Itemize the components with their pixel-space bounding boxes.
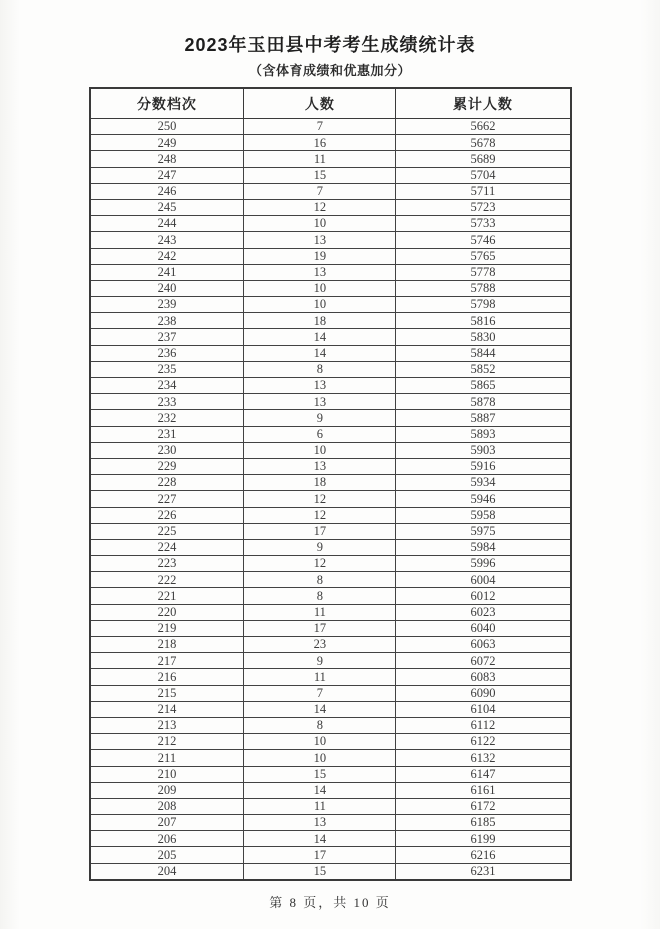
cumulative-count-cell: 6231 xyxy=(396,863,571,880)
count-cell: 12 xyxy=(244,199,396,215)
table-row xyxy=(90,248,571,264)
cumulative-count-cell: 6012 xyxy=(396,588,571,604)
score-level-cell: 237 xyxy=(90,329,244,345)
count-cell: 15 xyxy=(244,167,396,183)
score-level-cell: 214 xyxy=(90,701,244,717)
count-cell: 11 xyxy=(244,669,396,685)
table-row xyxy=(90,831,571,847)
table-row xyxy=(90,410,571,426)
cumulative-count-cell: 6112 xyxy=(396,717,571,733)
cumulative-count-cell: 6122 xyxy=(396,734,571,750)
cumulative-count-cell: 5958 xyxy=(396,507,571,523)
score-level-cell: 246 xyxy=(90,183,244,199)
count-cell: 10 xyxy=(244,734,396,750)
score-level-cell: 243 xyxy=(90,232,244,248)
cumulative-count-cell: 5865 xyxy=(396,378,571,394)
score-level-cell: 229 xyxy=(90,458,244,474)
count-cell: 12 xyxy=(244,556,396,572)
score-level-cell: 247 xyxy=(90,167,244,183)
cumulative-count-cell: 5689 xyxy=(396,151,571,167)
cumulative-count-cell: 5852 xyxy=(396,361,571,377)
count-cell: 13 xyxy=(244,394,396,410)
page-footer: 第 8 页，共 10 页 xyxy=(269,895,391,910)
table-row xyxy=(90,167,571,183)
score-level-cell: 248 xyxy=(90,151,244,167)
count-cell: 10 xyxy=(244,750,396,766)
count-cell: 7 xyxy=(244,183,396,199)
count-cell: 17 xyxy=(244,847,396,863)
table-row xyxy=(90,280,571,296)
table-row xyxy=(90,539,571,555)
count-cell: 16 xyxy=(244,135,396,151)
cumulative-count-cell: 5893 xyxy=(396,426,571,442)
table-body xyxy=(90,119,571,880)
table-row xyxy=(90,297,571,313)
count-cell: 13 xyxy=(244,232,396,248)
cumulative-count-cell: 5723 xyxy=(396,199,571,215)
cumulative-count-cell: 6090 xyxy=(396,685,571,701)
score-level-cell: 242 xyxy=(90,248,244,264)
count-cell: 10 xyxy=(244,442,396,458)
count-cell: 12 xyxy=(244,507,396,523)
cumulative-count-cell: 5887 xyxy=(396,410,571,426)
count-cell: 23 xyxy=(244,637,396,653)
cumulative-count-cell: 5816 xyxy=(396,313,571,329)
score-level-cell: 225 xyxy=(90,523,244,539)
cumulative-count-cell: 5878 xyxy=(396,394,571,410)
count-cell: 18 xyxy=(244,475,396,491)
table-row xyxy=(90,442,571,458)
score-level-cell: 219 xyxy=(90,620,244,636)
count-cell: 6 xyxy=(244,426,396,442)
count-cell: 8 xyxy=(244,717,396,733)
table-row xyxy=(90,556,571,572)
cumulative-count-cell: 6216 xyxy=(396,847,571,863)
table-row xyxy=(90,345,571,361)
score-level-cell: 241 xyxy=(90,264,244,280)
score-level-cell: 228 xyxy=(90,475,244,491)
count-cell: 9 xyxy=(244,539,396,555)
table-row xyxy=(90,685,571,701)
count-cell: 19 xyxy=(244,248,396,264)
cumulative-count-cell: 6172 xyxy=(396,798,571,814)
table-row xyxy=(90,604,571,620)
count-cell: 12 xyxy=(244,491,396,507)
count-cell: 13 xyxy=(244,458,396,474)
count-cell: 14 xyxy=(244,782,396,798)
cumulative-count-cell: 6104 xyxy=(396,701,571,717)
table-row xyxy=(90,863,571,880)
score-level-cell: 205 xyxy=(90,847,244,863)
score-level-cell: 208 xyxy=(90,798,244,814)
cumulative-count-cell: 6132 xyxy=(396,750,571,766)
count-cell: 14 xyxy=(244,345,396,361)
count-cell: 10 xyxy=(244,280,396,296)
cumulative-count-cell: 5704 xyxy=(396,167,571,183)
cumulative-count-cell: 6147 xyxy=(396,766,571,782)
cumulative-count-cell: 6072 xyxy=(396,653,571,669)
score-level-cell: 244 xyxy=(90,216,244,232)
score-level-cell: 206 xyxy=(90,831,244,847)
score-level-cell: 245 xyxy=(90,199,244,215)
table-row xyxy=(90,394,571,410)
count-cell: 8 xyxy=(244,361,396,377)
cumulative-count-cell: 5778 xyxy=(396,264,571,280)
table-row xyxy=(90,782,571,798)
count-cell: 14 xyxy=(244,701,396,717)
cumulative-count-cell: 5903 xyxy=(396,442,571,458)
score-level-cell: 230 xyxy=(90,442,244,458)
count-cell: 17 xyxy=(244,620,396,636)
count-cell: 8 xyxy=(244,588,396,604)
cumulative-count-cell: 6040 xyxy=(396,620,571,636)
table-row xyxy=(90,798,571,814)
table-row xyxy=(90,216,571,232)
count-cell: 13 xyxy=(244,264,396,280)
table-row xyxy=(90,183,571,199)
table-row xyxy=(90,264,571,280)
table-row xyxy=(90,653,571,669)
table-row xyxy=(90,329,571,345)
count-cell: 10 xyxy=(244,216,396,232)
page-title: 2023年玉田县中考考生成绩统计表 xyxy=(184,35,476,55)
cumulative-count-cell: 5788 xyxy=(396,280,571,296)
score-level-cell: 210 xyxy=(90,766,244,782)
table-row xyxy=(90,847,571,863)
column-header-count: 人数 xyxy=(244,88,396,119)
score-level-cell: 222 xyxy=(90,572,244,588)
score-level-cell: 232 xyxy=(90,410,244,426)
table-header xyxy=(90,88,571,119)
table-row xyxy=(90,378,571,394)
score-level-cell: 227 xyxy=(90,491,244,507)
score-level-cell: 220 xyxy=(90,604,244,620)
table-row xyxy=(90,458,571,474)
cumulative-count-cell: 6004 xyxy=(396,572,571,588)
score-level-cell: 238 xyxy=(90,313,244,329)
table-row xyxy=(90,750,571,766)
table-row xyxy=(90,620,571,636)
cumulative-count-cell: 5946 xyxy=(396,491,571,507)
score-statistics-table xyxy=(89,87,572,881)
count-cell: 13 xyxy=(244,815,396,831)
score-level-cell: 209 xyxy=(90,782,244,798)
score-level-cell: 224 xyxy=(90,539,244,555)
score-level-cell: 221 xyxy=(90,588,244,604)
cumulative-count-cell: 6185 xyxy=(396,815,571,831)
score-level-cell: 231 xyxy=(90,426,244,442)
count-cell: 15 xyxy=(244,863,396,880)
column-header-cumulative-count: 累计人数 xyxy=(396,88,571,119)
count-cell: 15 xyxy=(244,766,396,782)
count-cell: 17 xyxy=(244,523,396,539)
table-row xyxy=(90,491,571,507)
table-row xyxy=(90,669,571,685)
score-level-cell: 212 xyxy=(90,734,244,750)
cumulative-count-cell: 5733 xyxy=(396,216,571,232)
table-row xyxy=(90,734,571,750)
score-level-cell: 250 xyxy=(90,119,244,135)
count-cell: 14 xyxy=(244,831,396,847)
score-level-cell: 235 xyxy=(90,361,244,377)
table-row xyxy=(90,361,571,377)
score-level-cell: 226 xyxy=(90,507,244,523)
count-cell: 7 xyxy=(244,685,396,701)
count-cell: 14 xyxy=(244,329,396,345)
score-level-cell: 233 xyxy=(90,394,244,410)
count-cell: 18 xyxy=(244,313,396,329)
table-row xyxy=(90,119,571,135)
score-level-cell: 211 xyxy=(90,750,244,766)
table-row xyxy=(90,199,571,215)
table-row xyxy=(90,588,571,604)
table-row xyxy=(90,572,571,588)
table-row xyxy=(90,313,571,329)
cumulative-count-cell: 6023 xyxy=(396,604,571,620)
count-cell: 9 xyxy=(244,653,396,669)
score-level-cell: 213 xyxy=(90,717,244,733)
score-level-cell: 218 xyxy=(90,637,244,653)
cumulative-count-cell: 5711 xyxy=(396,183,571,199)
count-cell: 9 xyxy=(244,410,396,426)
table-row xyxy=(90,426,571,442)
count-cell: 11 xyxy=(244,798,396,814)
cumulative-count-cell: 5678 xyxy=(396,135,571,151)
table-row xyxy=(90,701,571,717)
cumulative-count-cell: 5996 xyxy=(396,556,571,572)
cumulative-count-cell: 5844 xyxy=(396,345,571,361)
count-cell: 8 xyxy=(244,572,396,588)
score-level-cell: 216 xyxy=(90,669,244,685)
header-row xyxy=(90,88,571,119)
score-level-cell: 240 xyxy=(90,280,244,296)
page-subtitle: （含体育成绩和优惠加分） xyxy=(248,63,411,78)
cumulative-count-cell: 5916 xyxy=(396,458,571,474)
table-row xyxy=(90,507,571,523)
count-cell: 11 xyxy=(244,151,396,167)
score-level-cell: 217 xyxy=(90,653,244,669)
score-level-cell: 223 xyxy=(90,556,244,572)
score-level-cell: 236 xyxy=(90,345,244,361)
table-row xyxy=(90,232,571,248)
cumulative-count-cell: 6161 xyxy=(396,782,571,798)
score-level-cell: 207 xyxy=(90,815,244,831)
score-level-cell: 215 xyxy=(90,685,244,701)
cumulative-count-cell: 5662 xyxy=(396,119,571,135)
table-row xyxy=(90,523,571,539)
table-row xyxy=(90,815,571,831)
cumulative-count-cell: 5746 xyxy=(396,232,571,248)
column-header-score-level: 分数档次 xyxy=(90,88,244,119)
cumulative-count-cell: 6083 xyxy=(396,669,571,685)
cumulative-count-cell: 5798 xyxy=(396,297,571,313)
table-row xyxy=(90,135,571,151)
score-level-cell: 234 xyxy=(90,378,244,394)
table-row xyxy=(90,717,571,733)
count-cell: 11 xyxy=(244,604,396,620)
cumulative-count-cell: 5765 xyxy=(396,248,571,264)
table-row xyxy=(90,151,571,167)
score-level-cell: 239 xyxy=(90,297,244,313)
cumulative-count-cell: 5934 xyxy=(396,475,571,491)
table-row xyxy=(90,766,571,782)
count-cell: 10 xyxy=(244,297,396,313)
count-cell: 13 xyxy=(244,378,396,394)
cumulative-count-cell: 5975 xyxy=(396,523,571,539)
cumulative-count-cell: 5830 xyxy=(396,329,571,345)
score-level-cell: 249 xyxy=(90,135,244,151)
table-row xyxy=(90,637,571,653)
table-row xyxy=(90,475,571,491)
cumulative-count-cell: 6199 xyxy=(396,831,571,847)
cumulative-count-cell: 5984 xyxy=(396,539,571,555)
count-cell: 7 xyxy=(244,119,396,135)
cumulative-count-cell: 6063 xyxy=(396,637,571,653)
score-level-cell: 204 xyxy=(90,863,244,880)
